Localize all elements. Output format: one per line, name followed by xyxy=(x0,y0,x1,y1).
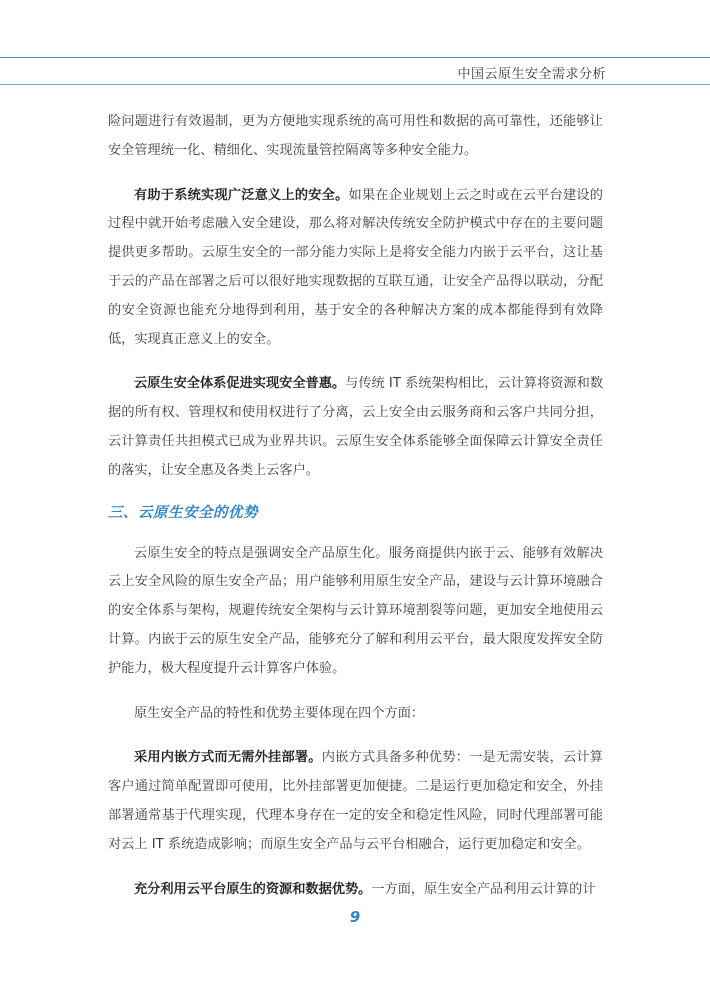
page-body xyxy=(108,108,603,920)
paragraph-lead: 有助于系统实现广泛意义上的安全。 xyxy=(134,187,349,203)
header-rule-bottom xyxy=(0,84,710,85)
paragraph-text: 险问题进行有效遏制，更为方便地实现系统的高可用性和数据的高可靠性，还能够让安全管理统一化、精细化、实现流量管控隔离等多种安全能力。 xyxy=(108,114,603,158)
paragraph-broad-security xyxy=(108,182,603,355)
header-rule-top xyxy=(0,57,710,58)
paragraph-lead: 采用内嵌方式而无需外挂部署。 xyxy=(134,750,322,766)
paragraph-text: 内嵌方式具备多种优势：一是无需安装，云计算客户通过简单配置即可使用，比外挂部署更加便捷。二是运行更加稳定和安全，外挂部署通常基于代理实现，代理本身存在一定的安全和稳定性风险，同时代理部署可能对云上 IT 系统造成影响；而原生安全产品与云平台相融合，运行更加稳定和安全。 xyxy=(108,750,603,852)
paragraph-four-aspects xyxy=(108,700,603,729)
document-title: 中国云原生安全需求分析 xyxy=(457,67,606,82)
paragraph-security-inclusive xyxy=(108,370,603,485)
paragraph-text: 云原生安全的特点是强调安全产品原生化。服务商提供内嵌于云、能够有效解决云上安全风险的原生安全产品；用户能够利用原生安全产品，建设与云计算环境融合的安全体系与架构，规避传统安全架构与云计算环境割裂等问题，更加安全地使用云计算。内嵌于云的原生安全产品，能够充分了解和利用云平台，最大限度发挥安全防护能力，极大程度提升云计算客户体验。 xyxy=(108,545,603,676)
paragraph-continuation xyxy=(108,108,603,166)
paragraph-lead: 云原生安全体系促进实现安全普惠。 xyxy=(134,376,346,392)
paragraph-resource-advantage xyxy=(108,876,603,905)
paragraph-text: 一方面，原生安全产品利用云计算的计 xyxy=(371,881,596,897)
page-number: 9 xyxy=(349,908,361,926)
paragraph-text: 与传统 IT 系统架构相比，云计算将资源和数据的所有权、管理权和使用权进行了分离，云上安全由云服务商和云客户共同分担，云计算责任共担模式已成为业界共识。云原生安全体系能够全面保障云计算安全责任的落实，让安全惠及各类上云客户。 xyxy=(108,376,604,478)
paragraph-text: 如果在企业规划上云之时或在云平台建设的过程中就开始考虑融入安全建设，那么将对解决传统安全防护模式中存在的主要问题提供更多帮助。云原生安全的一部分能力实际上是将安全能力内嵌于云平台，这让基于云的产品在部署之后可以很好地实现数据的互联互通，让安全产品得以联动，分配的安全资源也能充分地得到利用，基于安全的各种解决方案的成本都能得到有效降低，实现真正意义上的安全。 xyxy=(108,187,603,347)
paragraph-text: 原生安全产品的特性和优势主要体现在四个方面： xyxy=(134,705,425,721)
paragraph-native-products xyxy=(108,540,603,684)
section-heading: 三、云原生安全的优势 xyxy=(108,504,258,521)
paragraph-embedded-deployment xyxy=(108,744,603,859)
paragraph-lead: 充分利用云平台原生的资源和数据优势。 xyxy=(134,881,372,897)
